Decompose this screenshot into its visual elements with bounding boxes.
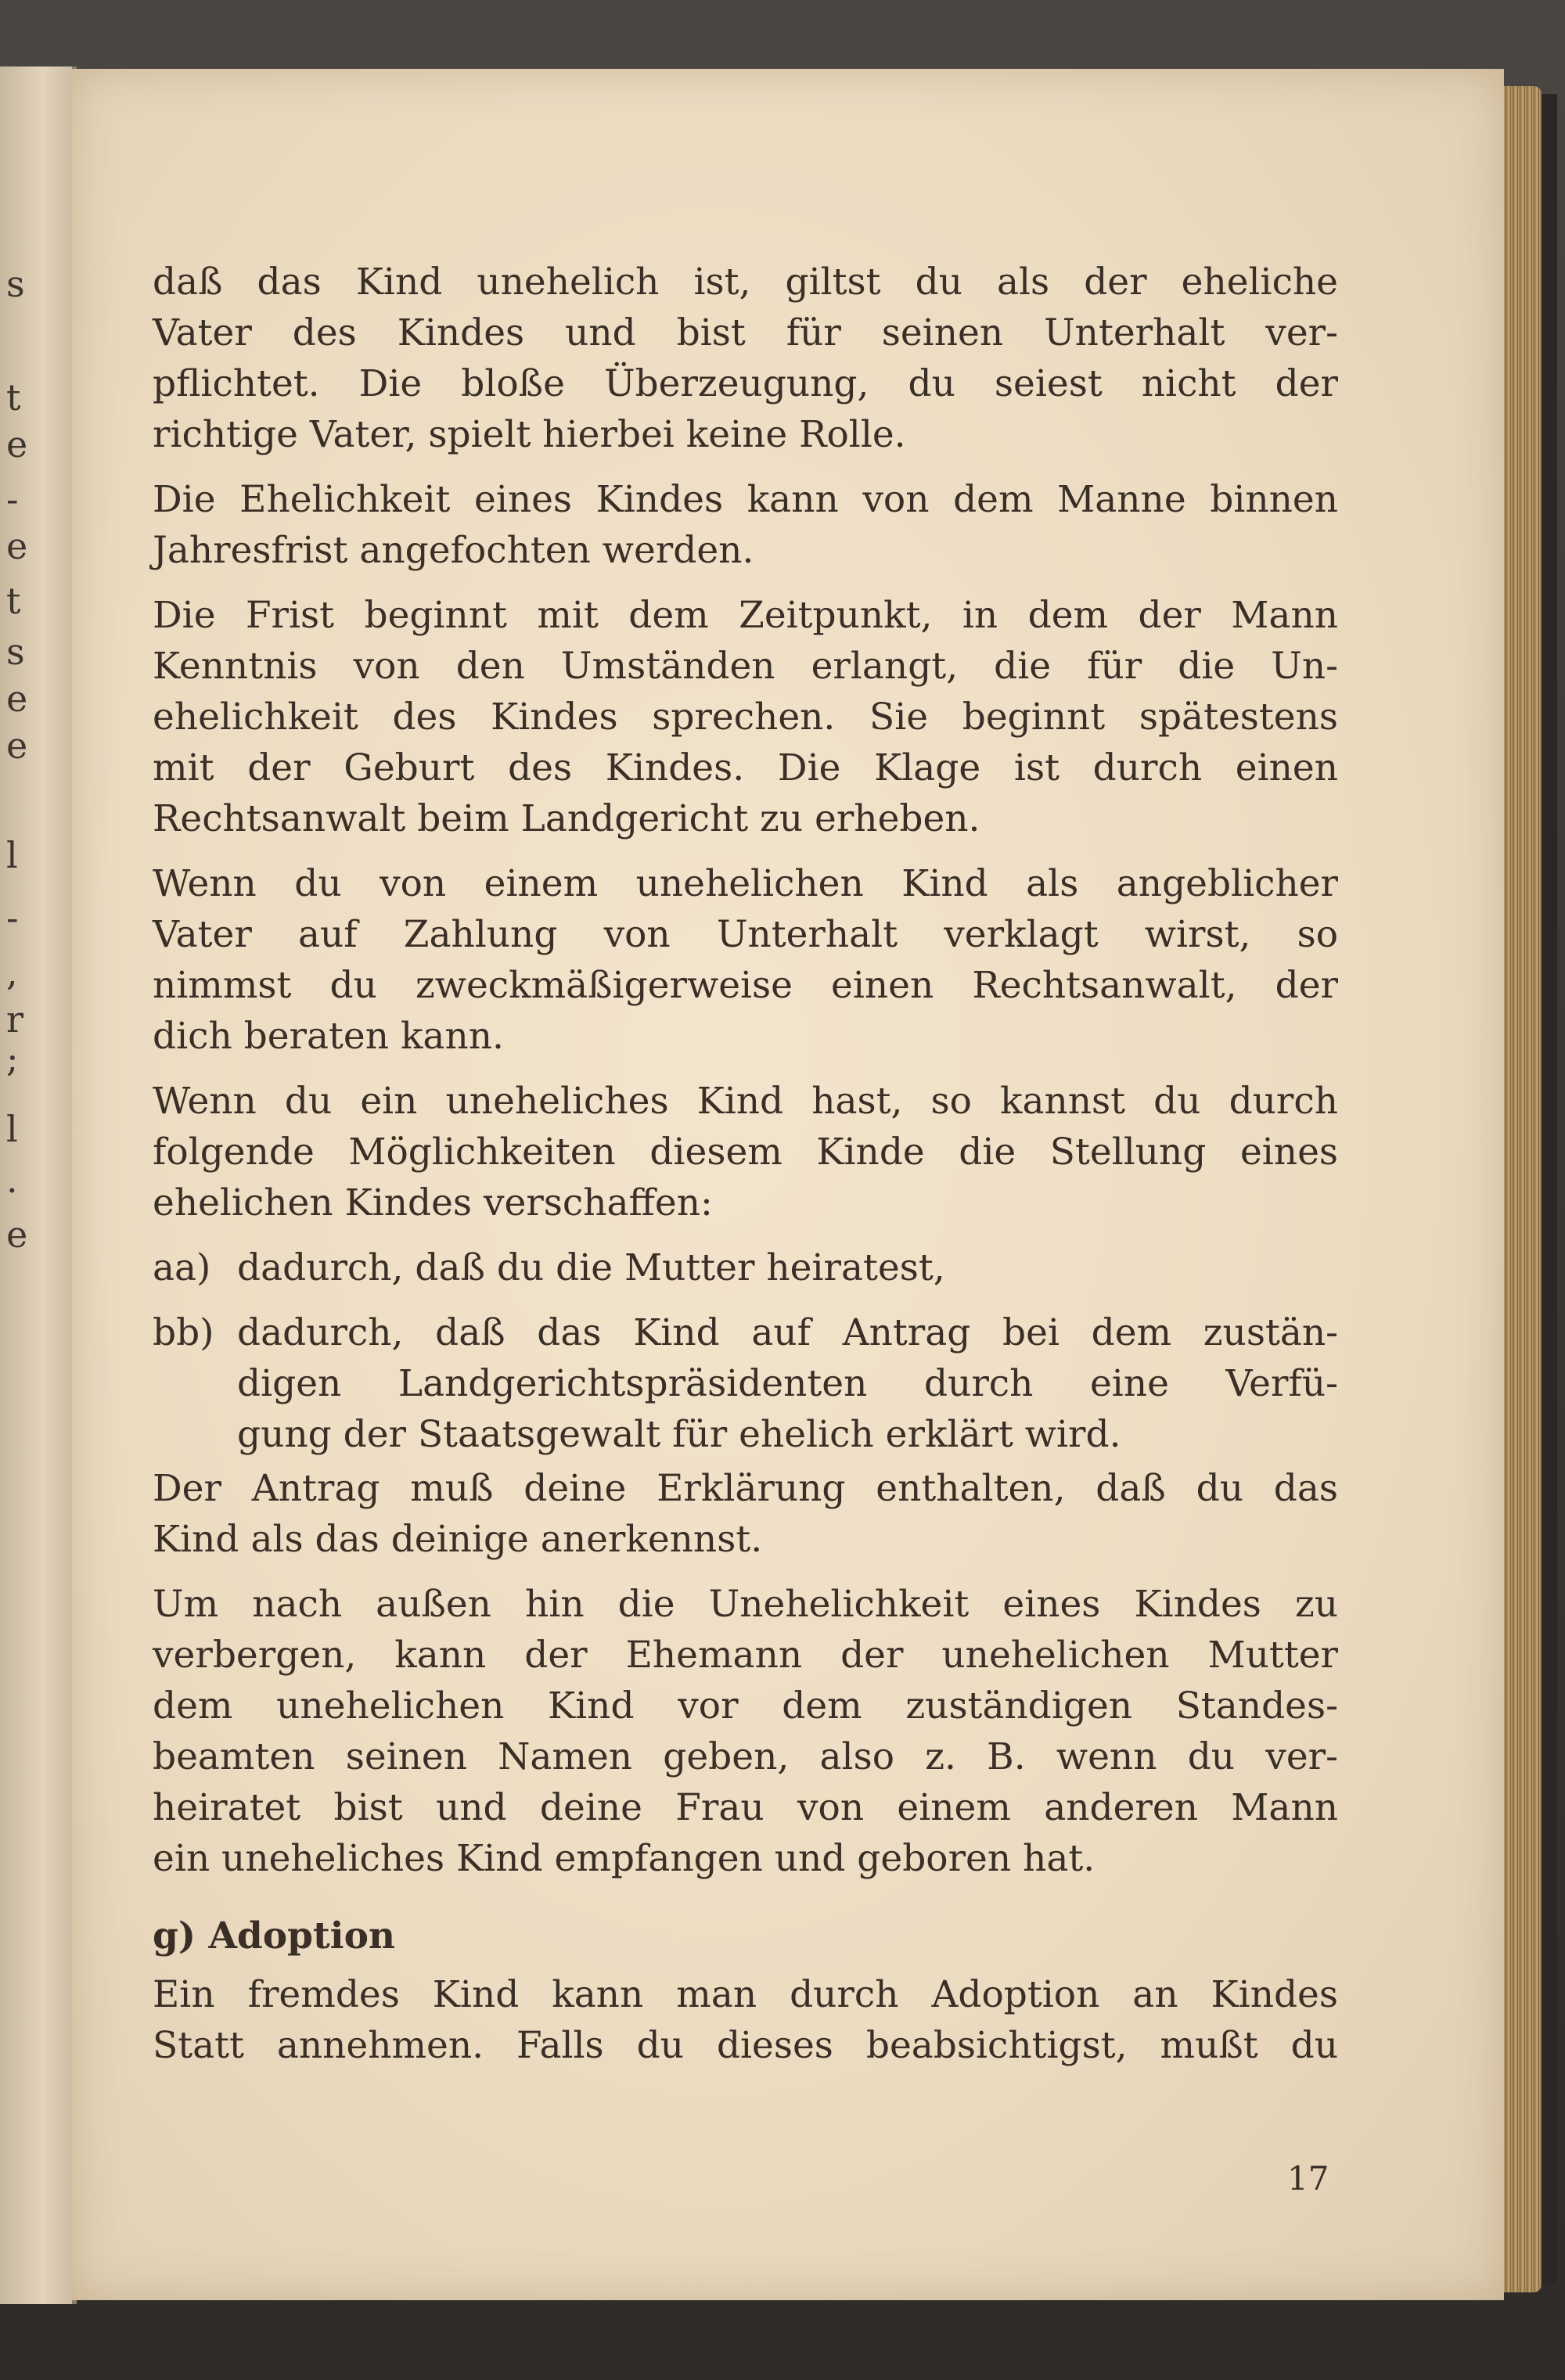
facing-page-fragment: - bbox=[6, 478, 19, 520]
text-line: heiratet bist und deine Frau von einem anderen Mann bbox=[153, 1786, 1338, 1829]
facing-page-fragment: r bbox=[6, 998, 23, 1041]
facing-page-fragment: e bbox=[6, 678, 28, 720]
text-line: dadurch, daß du die Mutter heiratest, bbox=[237, 1246, 945, 1289]
text-line: Rechtsanwalt beim Landgericht zu erheben. bbox=[153, 797, 980, 840]
paragraph-legitimacy-presumption bbox=[153, 257, 1338, 460]
list-marker: bb) bbox=[153, 1311, 214, 1354]
facing-page-fragment: s bbox=[6, 631, 25, 673]
paragraph-name-giving bbox=[153, 1579, 1338, 1884]
text-line: Kenntnis von den Umständen erlangt, die für die Un- bbox=[153, 645, 1338, 688]
text-line: Um nach außen hin die Unehelichkeit eines Kindes zu bbox=[153, 1583, 1338, 1626]
facing-page-fragment: e bbox=[6, 423, 28, 466]
facing-page-fragment: l bbox=[6, 834, 18, 876]
facing-page-fragment: e bbox=[6, 525, 28, 567]
paragraph-adoption bbox=[153, 1969, 1338, 2071]
text-line: Die Ehelichkeit eines Kindes kann von dem Manne binnen bbox=[153, 478, 1338, 521]
facing-page-fragment: t bbox=[6, 580, 21, 622]
book-edge-shadow bbox=[1542, 94, 1557, 2285]
facing-page-edge bbox=[0, 67, 77, 2304]
paragraph-application bbox=[153, 1463, 1338, 1565]
text-line: digen Landgerichtspräsidenten durch eine Verfü- bbox=[237, 1362, 1338, 1405]
page-number: 17 bbox=[1287, 2159, 1329, 2198]
text-line: gung der Staatsgewalt für ehelich erklärt wird. bbox=[237, 1413, 1121, 1456]
facing-page-fragment: - bbox=[6, 897, 19, 939]
facing-page-fragment: , bbox=[6, 951, 18, 994]
text-line: verbergen, kann der Ehemann der unehelichen Mutter bbox=[153, 1634, 1338, 1677]
text-line: Jahresfrist angefochten werden. bbox=[153, 529, 754, 572]
paragraph-contest-deadline bbox=[153, 474, 1338, 576]
text-line: richtige Vater, spielt hierbei keine Rolle. bbox=[153, 413, 906, 456]
book-page-edges bbox=[1504, 86, 1542, 2292]
facing-page-fragment: l bbox=[6, 1108, 18, 1150]
text-line: ehelichkeit des Kindes sprechen. Sie beginnt spätestens bbox=[153, 696, 1338, 739]
facing-page-fragment: e bbox=[6, 724, 28, 767]
paragraph-alleged-father bbox=[153, 858, 1338, 1062]
paragraph-legitimation-options bbox=[153, 1076, 1338, 1228]
facing-page-fragment: s bbox=[6, 263, 25, 305]
text-line: beamten seinen Namen geben, also z. B. wenn du ver- bbox=[153, 1735, 1338, 1778]
text-line: folgende Möglichkeiten diesem Kinde die Stellung eines bbox=[153, 1131, 1338, 1174]
text-line: Vater des Kindes und bist für seinen Unterhalt ver- bbox=[153, 311, 1338, 354]
text-line: dem unehelichen Kind vor dem zuständigen Standes- bbox=[153, 1684, 1338, 1727]
text-line: dich beraten kann. bbox=[153, 1015, 504, 1058]
text-line: dadurch, daß das Kind auf Antrag bei dem zustän- bbox=[237, 1311, 1338, 1354]
text-line: Statt annehmen. Falls du dieses beabsichtigst, mußt du bbox=[153, 2024, 1338, 2067]
text-line: mit der Geburt des Kindes. Die Klage ist durch einen bbox=[153, 746, 1338, 789]
text-line: Kind als das deinige anerkennst. bbox=[153, 1518, 763, 1561]
text-line: Wenn du von einem unehelichen Kind als angeblicher bbox=[153, 862, 1338, 905]
text-line: daß das Kind unehelich ist, giltst du als der eheliche bbox=[153, 261, 1338, 304]
section-heading: g) Adoption bbox=[153, 1914, 396, 1958]
facing-page-fragment: ; bbox=[6, 1037, 19, 1080]
text-line: Ein fremdes Kind kann man durch Adoption an Kindes bbox=[153, 1973, 1338, 2016]
list-marker: aa) bbox=[153, 1246, 211, 1289]
list-item-aa bbox=[153, 1242, 1338, 1293]
text-line: nimmst du zweckmäßigerweise einen Rechtsanwalt, der bbox=[153, 964, 1338, 1007]
text-line: ein uneheliches Kind empfangen und geboren hat. bbox=[153, 1837, 1096, 1880]
list-item-bb bbox=[153, 1307, 1338, 1460]
facing-page-fragment: e bbox=[6, 1213, 28, 1256]
paragraph-deadline-start bbox=[153, 590, 1338, 844]
facing-page-fragment: . bbox=[6, 1159, 18, 1201]
page-body bbox=[153, 257, 1338, 2085]
text-line: Wenn du ein uneheliches Kind hast, so kannst du durch bbox=[153, 1080, 1338, 1123]
text-line: Vater auf Zahlung von Unterhalt verklagt wirst, so bbox=[153, 913, 1338, 956]
text-line: pflichtet. Die bloße Überzeugung, du seiest nicht der bbox=[153, 362, 1338, 405]
text-line: Der Antrag muß deine Erklärung enthalten, daß du das bbox=[153, 1467, 1338, 1510]
text-line: ehelichen Kindes verschaffen: bbox=[153, 1181, 713, 1224]
text-line: Die Frist beginnt mit dem Zeitpunkt, in dem der Mann bbox=[153, 594, 1338, 637]
facing-page-fragment: t bbox=[6, 376, 21, 419]
